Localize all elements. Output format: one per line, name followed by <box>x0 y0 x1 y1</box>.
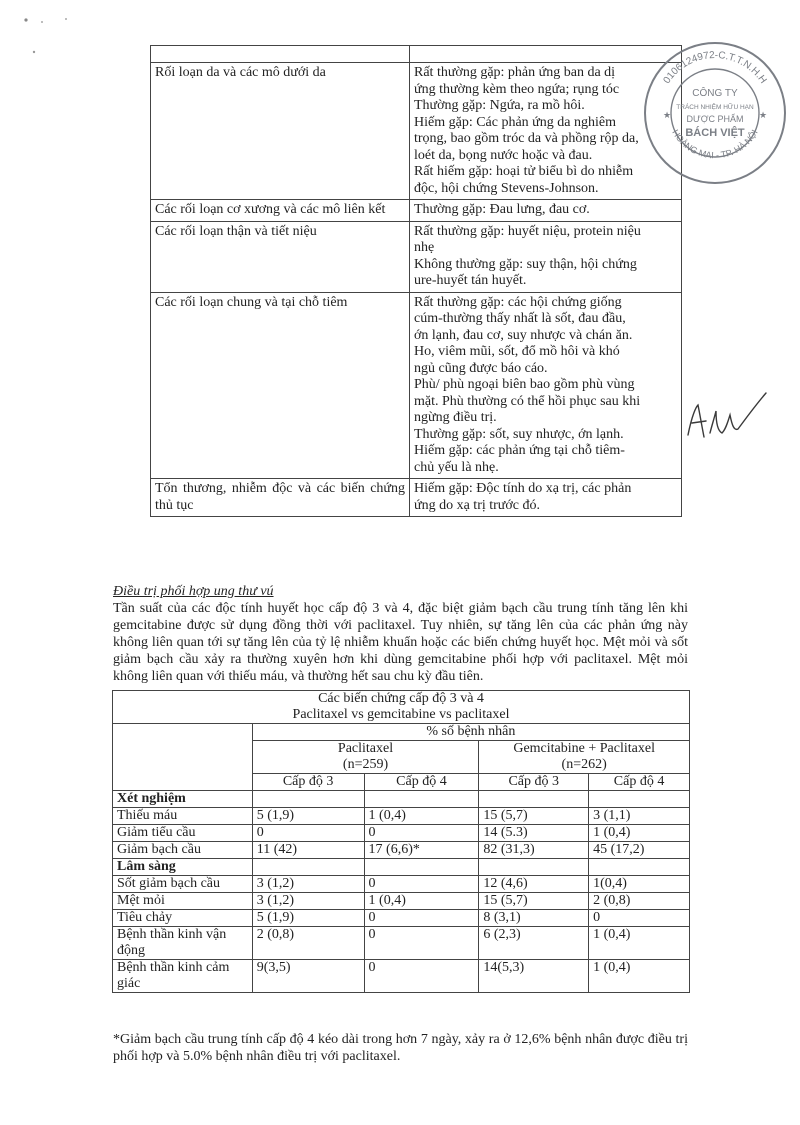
table-cell <box>151 46 410 63</box>
group-header-paclitaxel <box>252 741 479 774</box>
effect-line: ngủ cũng được báo cáo. <box>414 360 548 376</box>
table-cell: 3 (1,2) <box>252 893 364 910</box>
effect-line: Rất thường gặp: phản ứng ban da dị <box>414 65 616 80</box>
table-cell: 15 (5,7) <box>479 893 589 910</box>
table-cell: 8 (3,1) <box>479 910 589 927</box>
group-n: (n=259) <box>342 757 389 772</box>
effect-line: trọng, bao gồm tróc da và phồng rộp da, <box>414 131 639 146</box>
effect-line: cúm-thường thấy nhất là sốt, đau đầu, <box>414 311 626 326</box>
table-cell: 1 (0,4) <box>364 893 479 910</box>
effect-line: Hiếm gặp: Các phản ứng da nghiêm <box>414 114 616 130</box>
table-row <box>113 724 690 741</box>
table-cell: 0 <box>364 910 479 927</box>
table-cell: 14(5,3) <box>479 960 589 993</box>
section-paragraph: Tần suất của các độc tính huyết học cấp độ 3 và 4, đặc biệt giảm bạch cầu trung tính tăng lên khi gemcitabine được sử dụng đồng thời với paclitaxel. Tuy nhiên, sự tăng lên của các phản ứng này không liên quan tới sự tăng lên của tỷ lệ nhiễm khuẩn hoặc các biến chứng huyết học. Mệt mỏi và sốt giảm bạch cầu xảy ra thường xuyên hơn khi dùng gemcitabine phối hợp với paclitaxel. Mệt mỏi không liên quan với thiếu máu, và thường hết sau chu kỳ đầu tiên. <box>113 601 688 684</box>
table-cell: 0 <box>589 910 690 927</box>
table-cell: 2 (0,8) <box>252 927 364 960</box>
table-cell: 0 <box>252 825 364 842</box>
table-cell: 1 (0,4) <box>589 960 690 993</box>
table-cell <box>364 859 479 876</box>
table-cell: 1 (0,4) <box>589 927 690 960</box>
company-stamp <box>640 38 790 188</box>
effects-cell <box>410 479 682 517</box>
table-cell: 2 (0,8) <box>589 893 690 910</box>
table-cell: 1 (0,4) <box>364 808 479 825</box>
table-cell: 6 (2,3) <box>479 927 589 960</box>
effect-line: Thường gặp: Đau lưng, đau cơ. <box>414 202 590 217</box>
effect-line: Hiếm gặp: Độc tính do xạ trị, các phản <box>414 481 632 496</box>
effects-cell <box>410 292 682 479</box>
effect-line: nhẹ <box>414 240 435 255</box>
table-row <box>151 46 682 63</box>
handwritten-signature <box>680 385 770 455</box>
table-cell: 0 <box>364 927 479 960</box>
table-row <box>113 825 690 842</box>
table-cell: 0 <box>364 960 479 993</box>
section-label: Xét nghiệm <box>113 791 253 808</box>
effect-line: Hiếm gặp: các phản ứng tại chỗ tiêm- <box>414 443 625 458</box>
table-title-cell <box>113 691 690 724</box>
grade-header: Cấp độ 4 <box>364 774 479 791</box>
table-cell: 1(0,4) <box>589 876 690 893</box>
stamp-line-3: DƯỢC PHẨM <box>686 114 744 124</box>
effect-line: Rất thường gặp: huyết niệu, protein niệu <box>414 223 641 239</box>
stamp-top-arc: 0106124972-C.T.T.N.H.H <box>661 49 769 86</box>
category-cell: Rối loạn da và các mô dưới da <box>151 63 410 200</box>
table-cell: 11 (42) <box>252 842 364 859</box>
stamp-line-1: CÔNG TY <box>692 88 738 99</box>
table-row <box>151 479 682 517</box>
category-cell: Các rối loạn cơ xương và các mô liên kết <box>151 200 410 222</box>
effects-cell <box>410 221 682 292</box>
row-label: Tiêu chảy <box>113 910 253 927</box>
section-heading: Điều trị phối hợp ung thư vú <box>113 584 274 599</box>
complications-table <box>112 690 690 993</box>
table-row <box>151 200 682 222</box>
row-label: Sốt giảm bạch cầu <box>113 876 253 893</box>
table-row <box>113 893 690 910</box>
effect-line: Rất thường gặp: các hội chứng giống <box>414 294 622 310</box>
table-cell: 17 (6,6)* <box>364 842 479 859</box>
percent-header: % số bệnh nhân <box>252 724 689 741</box>
effect-line: ớn lạnh, đau cơ, suy nhược và chán ăn. <box>414 327 633 343</box>
effect-line: ure-huyết tán huyết. <box>414 273 527 288</box>
category-cell: Các rối loạn chung và tại chỗ tiêm <box>151 292 410 479</box>
table-cell: 14 (5.3) <box>479 825 589 842</box>
row-label: Giảm bạch cầu <box>113 842 253 859</box>
grade-header: Cấp độ 4 <box>589 774 690 791</box>
table-row <box>113 808 690 825</box>
grade-header: Cấp độ 3 <box>479 774 589 791</box>
effect-line: ứng thường kèm theo ngứa; rụng tóc <box>414 81 620 97</box>
table-row <box>151 221 682 292</box>
table-cell: 1 (0,4) <box>589 825 690 842</box>
effect-line: Rất hiếm gặp: hoại tử biểu bì do nhiễm <box>414 164 634 179</box>
table-row <box>151 63 682 200</box>
effect-line: chủ yếu là nhẹ. <box>414 459 499 475</box>
group-header-combination <box>479 741 690 774</box>
effects-cell <box>410 200 682 222</box>
stamp-line-2: TRÁCH NHIỆM HỮU HẠN <box>676 104 754 111</box>
effect-line: Phù/ phù ngoại biên bao gồm phù vùng <box>414 377 635 392</box>
effect-line: Thường gặp: sốt, suy nhược, ớn lạnh. <box>414 426 624 442</box>
effect-line: Không thường gặp: suy thận, hội chứng <box>414 256 637 272</box>
stamp-line-4: BÁCH VIỆT <box>685 127 745 139</box>
table-cell: 5 (1,9) <box>252 808 364 825</box>
stamp-bottom-arc: HOÀNG MAI - TP. HÀ NỘI <box>670 127 760 161</box>
row-label: Thiếu máu <box>113 808 253 825</box>
table-cell: 45 (17,2) <box>589 842 690 859</box>
table-row <box>113 791 690 808</box>
group-n: (n=262) <box>561 757 607 772</box>
scan-specks <box>20 10 80 60</box>
table-row <box>113 910 690 927</box>
group-name: Gemcitabine + Paclitaxel <box>513 741 655 756</box>
row-label: Giảm tiểu cầu <box>113 825 253 842</box>
table-cell: 15 (5,7) <box>479 808 589 825</box>
table-row <box>113 876 690 893</box>
table-row <box>113 927 690 960</box>
table-cell <box>252 791 364 808</box>
adverse-effects-table <box>150 45 682 517</box>
table-title-line-2: Paclitaxel vs gemcitabine vs paclitaxel <box>292 707 510 722</box>
section-label: Lâm sàng <box>113 859 253 876</box>
table-cell: 3 (1,2) <box>252 876 364 893</box>
table-cell: 3 (1,1) <box>589 808 690 825</box>
effect-line: mặt. Phù thường có thể hồi phục sau khi <box>414 393 641 409</box>
table-cell: 12 (4,6) <box>479 876 589 893</box>
star-icon: ★ <box>758 110 768 120</box>
table-cell <box>113 724 253 791</box>
table-row <box>113 842 690 859</box>
table-row <box>151 292 682 479</box>
effect-line: ứng do xạ trị trước đó. <box>414 497 540 513</box>
category-cell: Tổn thương, nhiễm độc và các biến chứng thủ tục <box>151 479 410 517</box>
effect-line: loét da, bọng nước hoặc và đau. <box>414 147 593 163</box>
effect-line: ngừng điều trị. <box>414 410 497 425</box>
effect-line: Ho, viêm mũi, sốt, đổ mồ hôi và khó <box>414 344 620 359</box>
table-cell <box>589 859 690 876</box>
group-name: Paclitaxel <box>337 741 394 756</box>
grade-header: Cấp độ 3 <box>252 774 364 791</box>
table-footnote: *Giảm bạch cầu trung tính cấp độ 4 kéo dài trong hơn 7 ngày, xảy ra ở 12,6% bệnh nhân được điều trị phối hợp và 5.0% bệnh nhân điều trị với paclitaxel. <box>113 1032 688 1064</box>
row-label: Mệt mỏi <box>113 893 253 910</box>
combination-therapy-section <box>113 583 688 685</box>
table-cell: 0 <box>364 825 479 842</box>
table-title-line-1: Các biến chứng cấp độ 3 và 4 <box>318 691 484 706</box>
table-cell: 82 (31,3) <box>479 842 589 859</box>
category-cell: Các rối loạn thận và tiết niệu <box>151 221 410 292</box>
table-cell <box>479 859 589 876</box>
effect-line: Thường gặp: Ngứa, ra mồ hôi. <box>414 98 585 113</box>
table-row <box>113 859 690 876</box>
row-label: Bệnh thần kinh vận động <box>113 927 253 960</box>
table-cell: 9(3,5) <box>252 960 364 993</box>
star-icon: ★ <box>662 110 672 120</box>
table-cell <box>479 791 589 808</box>
table-row <box>113 960 690 993</box>
table-row <box>113 691 690 724</box>
effect-line: độc, hội chứng Stevens-Johnson. <box>414 180 599 196</box>
row-label: Bệnh thần kinh cảm giác <box>113 960 253 993</box>
table-cell: 5 (1,9) <box>252 910 364 927</box>
table-cell <box>364 791 479 808</box>
table-cell <box>589 791 690 808</box>
table-cell: 0 <box>364 876 479 893</box>
table-cell <box>252 859 364 876</box>
